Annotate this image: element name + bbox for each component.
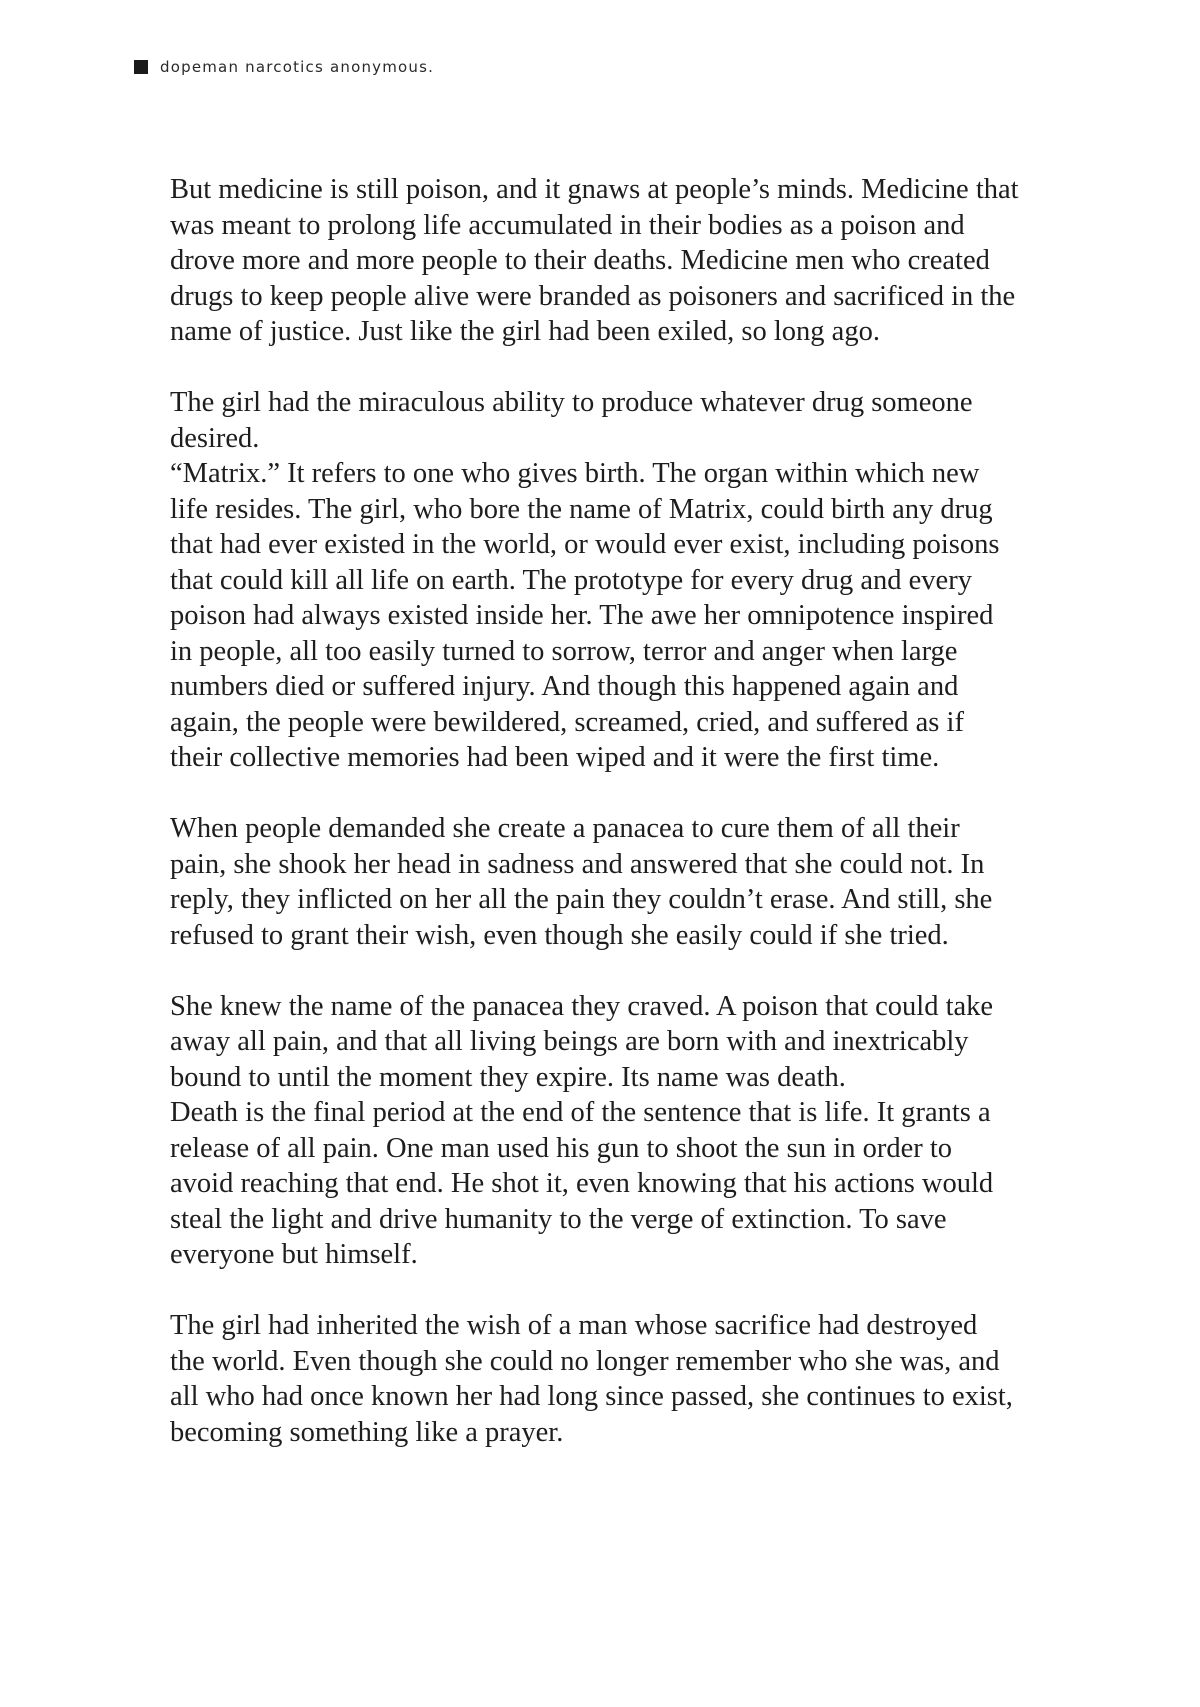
text-line: reply, they inflicted on her all the pain they couldn’t erase. And still, she — [170, 884, 993, 915]
text-line: The girl had inherited the wish of a man whose sacrifice had destroyed — [170, 1310, 978, 1341]
text-line: that had ever existed in the world, or would ever exist, including poisons — [170, 529, 1000, 560]
text-line: “Matrix.” It refers to one who gives birth. The organ within which new — [170, 458, 980, 489]
text-line: becoming something like a prayer. — [170, 1416, 564, 1448]
text-line: was meant to prolong life accumulated in their bodies as a poison and — [170, 209, 965, 241]
text-line: life resides. The girl, who bore the name of Matrix, could birth any drug — [170, 493, 993, 525]
paragraph — [170, 811, 1130, 953]
text-line: steal the light and drive humanity to the verge of extinction. To save — [170, 1203, 947, 1235]
running-header — [134, 56, 434, 78]
text-line: in people, all too easily turned to sorrow, terror and anger when large — [170, 635, 958, 667]
text-line: again, the people were bewildered, screamed, cried, and suffered as if — [170, 706, 964, 738]
text-line: avoid reaching that end. He shot it, even knowing that his actions would — [170, 1168, 994, 1199]
text-line: drugs to keep people alive were branded as poisoners and sacrificed in the — [170, 280, 1016, 312]
text-line: numbers died or suffered injury. And though this happened again and — [170, 671, 959, 702]
text-line: all who had once known her had long since passed, she continues to exist, — [170, 1381, 1013, 1412]
text-line: drove more and more people to their deaths. Medicine men who created — [170, 245, 990, 276]
paragraph — [170, 172, 1130, 350]
text-line: desired. — [170, 422, 260, 454]
text-line: When people demanded she create a panacea to cure them of all their — [170, 813, 960, 844]
paragraph — [170, 989, 1130, 1273]
paragraph — [170, 1308, 1130, 1450]
text-line: release of all pain. One man used his gun to shoot the sun in order to — [170, 1132, 952, 1164]
square-bullet-icon — [134, 60, 148, 74]
paragraph — [170, 385, 1130, 776]
header-title: dopeman narcotics anonymous. — [160, 58, 435, 76]
text-line: the world. Even though she could no longer remember who she was, and — [170, 1345, 1000, 1377]
text-line: bound to until the moment they expire. Its name was death. — [170, 1061, 846, 1093]
text-line: everyone but himself. — [170, 1239, 418, 1270]
text-line: The girl had the miraculous ability to produce whatever drug someone — [170, 387, 973, 418]
text-line: name of justice. Just like the girl had been exiled, so long ago. — [170, 316, 880, 347]
text-line: Death is the final period at the end of the sentence that is life. It grants a — [170, 1097, 991, 1128]
text-line: refused to grant their wish, even though she easily could if she tried. — [170, 919, 949, 951]
text-line: She knew the name of the panacea they craved. A poison that could take — [170, 990, 994, 1022]
text-line: But medicine is still poison, and it gnaws at people’s minds. Medicine that — [170, 174, 1019, 205]
body-text — [170, 172, 1130, 1486]
text-line: away all pain, and that all living beings are born with and inextricably — [170, 1026, 969, 1057]
text-line: pain, she shook her head in sadness and answered that she could not. In — [170, 848, 985, 880]
text-line: poison had always existed inside her. The awe her omnipotence inspired — [170, 600, 994, 631]
text-line: their collective memories had been wiped and it were the first time. — [170, 742, 940, 773]
text-line: that could kill all life on earth. The prototype for every drug and every — [170, 564, 972, 596]
